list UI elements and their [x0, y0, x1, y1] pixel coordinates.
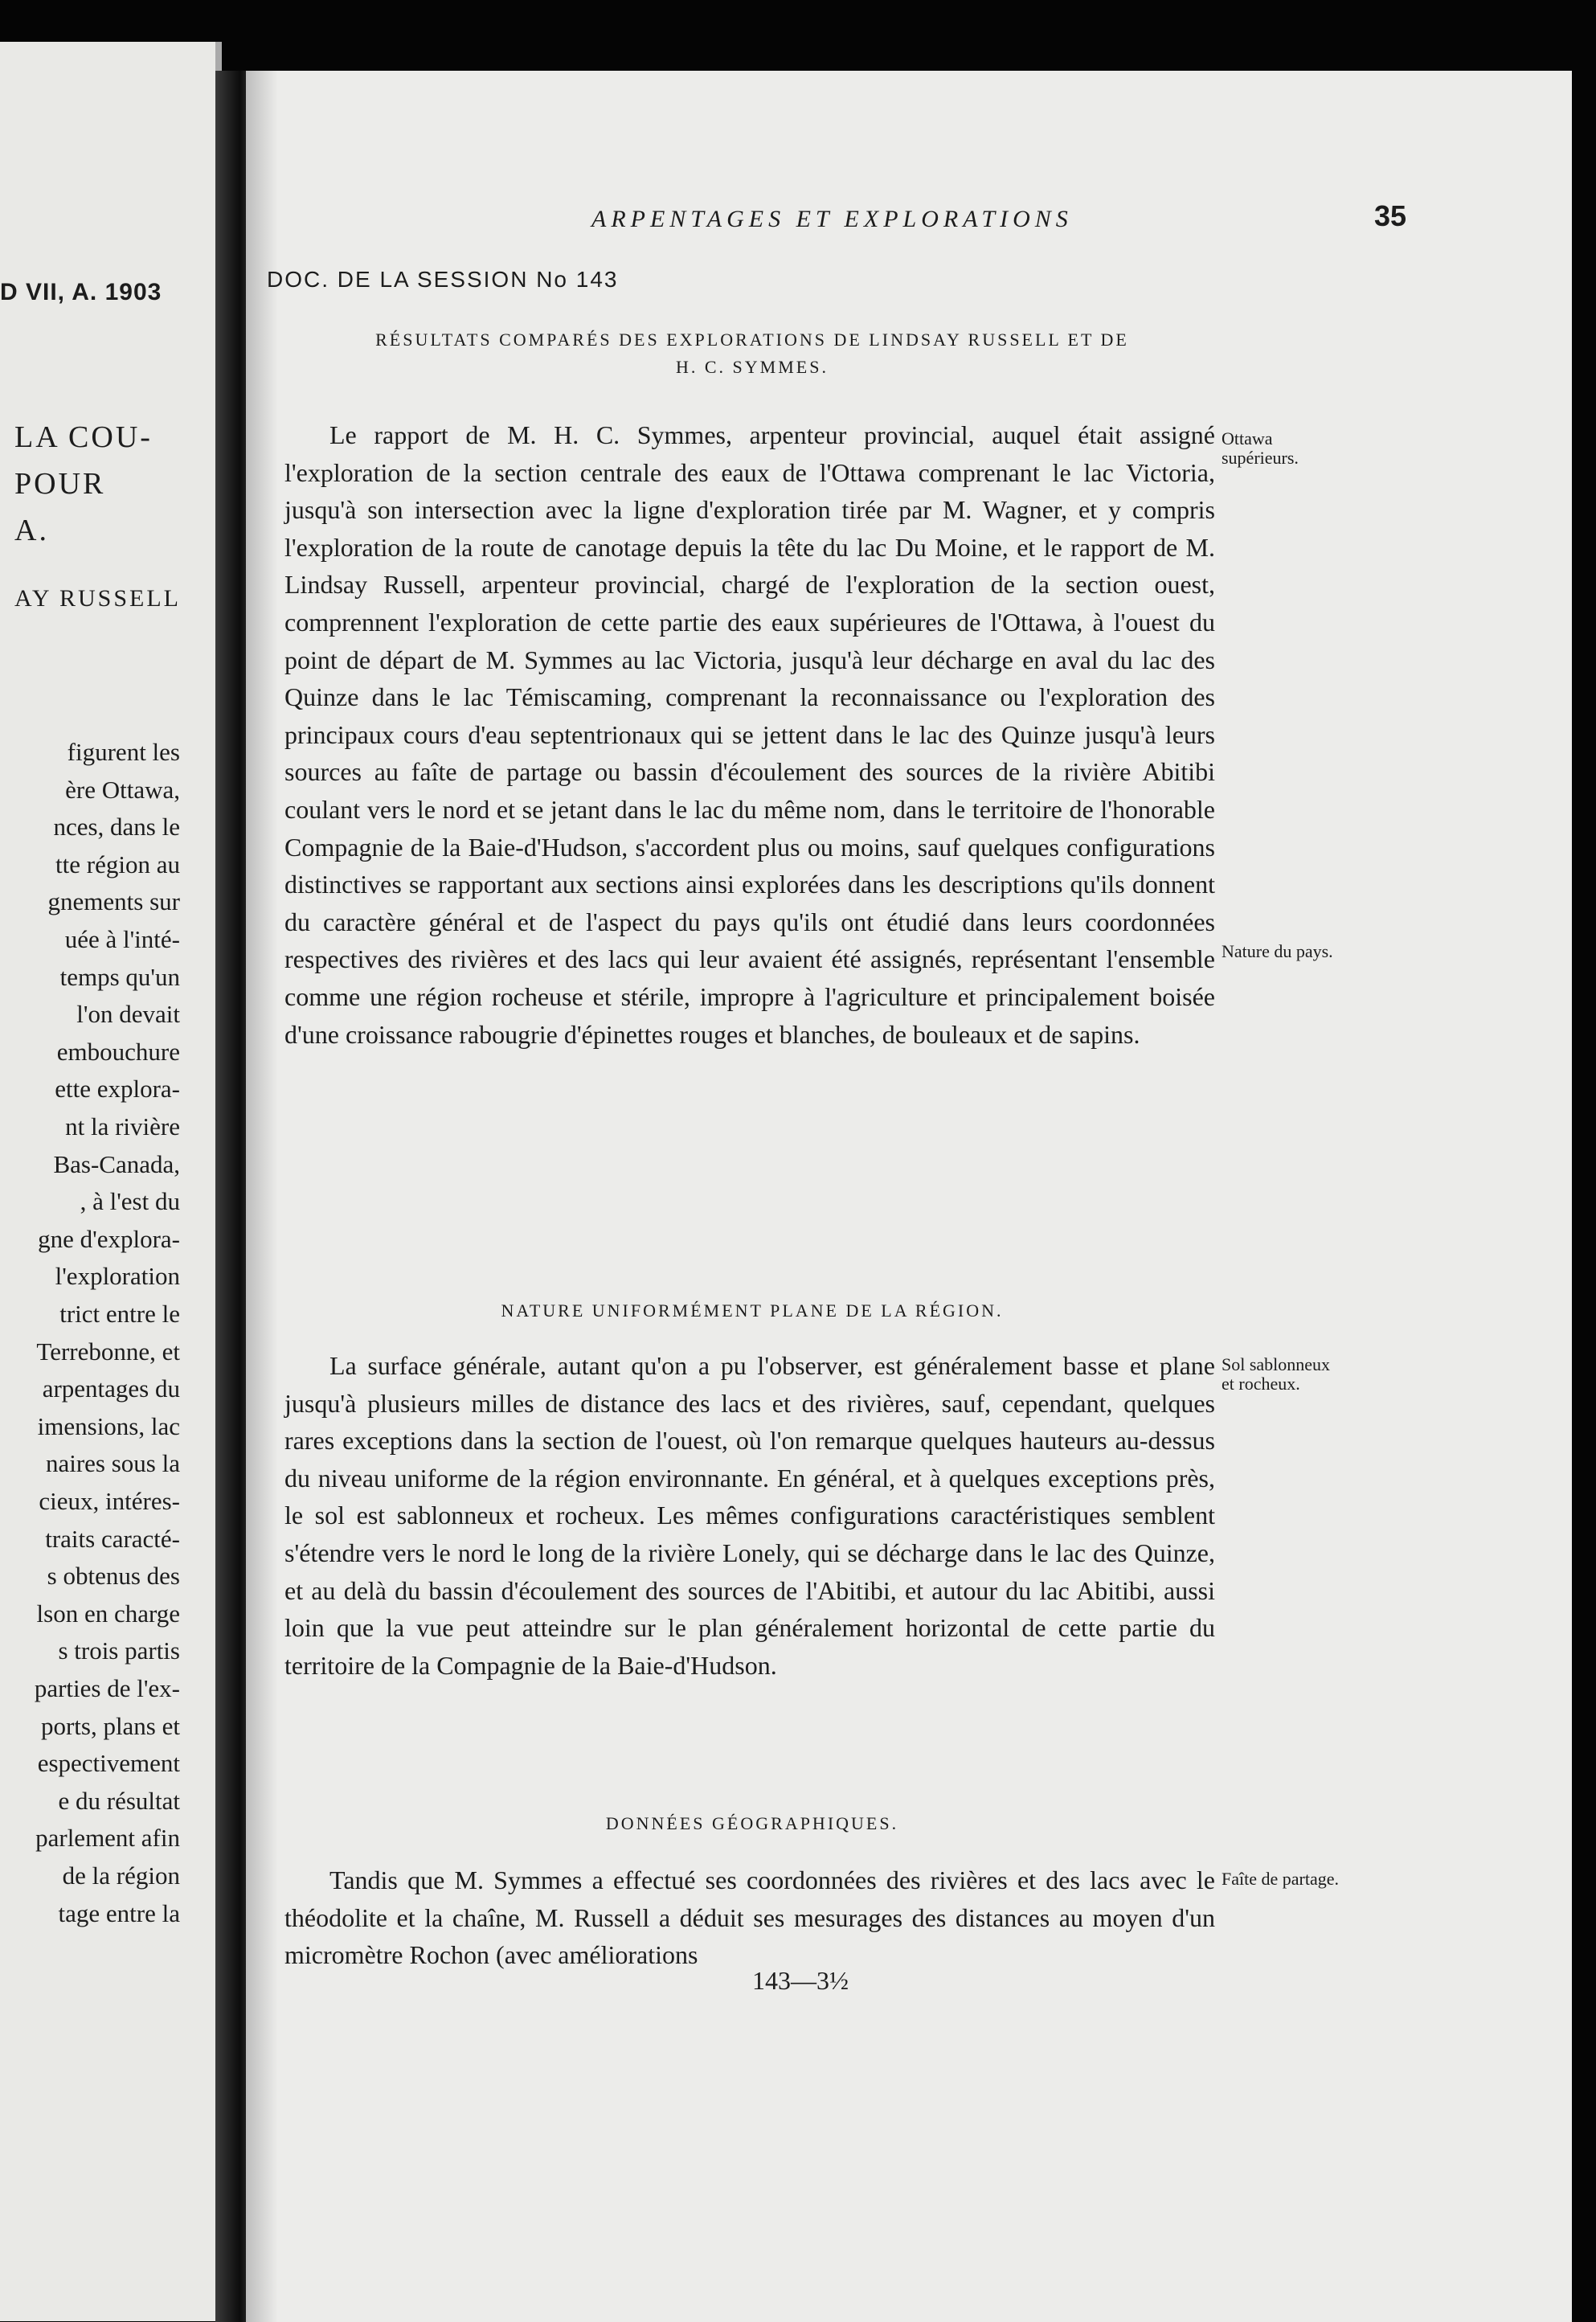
- left-page: [0, 42, 222, 2321]
- paragraph-plane: La surface générale, autant qu'on a pu l'observer, est généralement basse et plane jusqu'à plusieurs milles de distance des lacs et des rivières, sauf, cependant, quelques rares exceptions dans la section de l'ouest, où l'on remarque quelques hauteurs au-dessus du niveau uniforme de la région environnante. En général, et à quelques exceptions près, le sol est sablonneux et rocheux. Les mêmes configurations caractéristiques semblent s'étendre vers le nord le long de la rivière Lonely, qui se décharge dans le lac des Quinze, et au delà du bassin d'écoulement des sources de l'Abitibi, et autour du lac Abitibi, aussi loin que la vue peut atteindre sur le plan généralement horizontal de cette partie du territoire de la Compagnie de la Baie-d'Hudson.: [284, 1351, 1215, 1680]
- left-text-line: embouchure: [56, 1037, 180, 1066]
- section-title-line: RÉSULTATS COMPARÉS DES EXPLORATIONS DE LINDSAY RUSSELL ET DE: [375, 330, 1129, 350]
- left-text-line: tte région au: [55, 850, 180, 878]
- left-text-line: ports, plans et: [40, 1711, 180, 1740]
- left-text-line: cieux, intéres-: [39, 1487, 180, 1515]
- left-text-line: imensions, lac: [37, 1411, 180, 1440]
- left-text-line: uée à l'inté-: [64, 925, 180, 953]
- left-text-line: traits caracté-: [45, 1524, 180, 1553]
- folio-signature: 143—3½: [752, 1966, 849, 1995]
- left-text-line: naires sous la: [45, 1449, 180, 1478]
- sidenote-ottawa: Ottawa supérieurs.: [1222, 428, 1299, 468]
- section-title-comparison: [278, 326, 1226, 381]
- running-head: ARPENTAGES ET EXPLORATIONS: [591, 206, 1073, 232]
- session-doc-number: DOC. DE LA SESSION No 143: [267, 267, 619, 292]
- page-number: 35: [1374, 199, 1407, 232]
- left-text-line: Terrebonne, et: [36, 1337, 180, 1366]
- left-page-header: D VII, A. 1903: [0, 279, 162, 305]
- left-text-line: tage entre la: [58, 1898, 180, 1927]
- left-text-line: parties de l'ex-: [34, 1674, 180, 1702]
- section-title-line: H. C. SYMMES.: [676, 357, 829, 377]
- left-text-line: s obtenus des: [47, 1562, 180, 1591]
- left-text-line: s trois partis: [58, 1636, 180, 1665]
- left-text-line: temps qu'un: [59, 962, 180, 991]
- left-text-line: parlement afin: [35, 1824, 180, 1853]
- left-heading-line: A.: [14, 514, 49, 547]
- left-text-line: figurent les: [67, 738, 180, 766]
- left-text-line: de la région: [62, 1861, 180, 1890]
- right-page: [246, 71, 1572, 2322]
- left-text-line: arpentages du: [42, 1374, 180, 1403]
- left-text-line: espectivement: [37, 1749, 180, 1778]
- page-gutter-shadow: [246, 71, 278, 2322]
- left-text-line: lson en charge: [36, 1599, 180, 1628]
- left-text-line: trict entre le: [59, 1300, 180, 1328]
- left-text-line: ette explora-: [55, 1075, 180, 1104]
- sidenote-soil: Sol sablonneux et rocheux.: [1222, 1354, 1331, 1394]
- left-heading-line: AY RUSSELL: [14, 585, 181, 612]
- left-text-line: nces, dans le: [53, 813, 180, 842]
- section-title-plane: NATURE UNIFORMÉMENT PLANE DE LA RÉGION.: [501, 1300, 1004, 1321]
- left-text-line: e du résultat: [58, 1786, 180, 1815]
- left-text-line: Bas-Canada,: [53, 1149, 180, 1178]
- sidenote-divide: Faîte de partage.: [1222, 1869, 1339, 1889]
- left-text-line: l'on devait: [76, 1000, 180, 1029]
- left-heading-line: POUR: [14, 467, 106, 501]
- left-text-line: gne d'explora-: [38, 1224, 180, 1253]
- left-heading-line: LA COU-: [14, 420, 153, 454]
- paragraph-comparison: Le rapport de M. H. C. Symmes, arpenteur provincial, auquel était assigné l'exploration de la section centrale des eaux de l'Ottawa comprenant le lac Victoria, jusqu'à son intersection avec la ligne d'exploration tirée par M. Wagner, et y compris l'exploration de la route de canotage depuis la tête du lac Du Moine, et le rapport de M. Lindsay Russell, arpenteur provincial, chargé de l'exploration de la section ouest, comprennent l'exploration de cette partie des eaux supérieures de l'Ottawa, à l'ouest du point de départ de M. Symmes au lac Victoria, jusqu'à leur décharge en aval du lac des Quinze dans le lac Témiscaming, comprenant la reconnaissance ou l'exploration des principaux cours d'eau septentrionaux qui se jettent dans le lac des Quinze jusqu'à leurs sources au faîte de partage ou bassin d'écoulement des sources de la rivière Abitibi coulant vers le nord et se jetant dans le lac du même nom, dans le territoire de l'honorable Compagnie de la Baie-d'Hudson, s'accordent plus ou moins, sauf quelques configurations distinctives se rapportant aux sections ainsi explorées dans les descriptions qu'ils donnent du caractère général et de l'aspect du pays qu'ils ont étudié dans leurs coordonnées respectives des rivières et des lacs qui leur avaient été assignés, représentant l'ensemble comme une région rocheuse et stérile, impropre à l'agriculture et principalement boisée d'une croissance rabougrie d'épinettes rouges et blanches, de bouleaux et de sapins.: [284, 420, 1215, 1049]
- paragraph-geography: Tandis que M. Symmes a effectué ses coordonnées des rivières et des lacs avec le théodolite et la chaîne, M. Russell a déduit ses mesurages des distances au moyen d'un micromètre Rochon (avec améliorations: [284, 1865, 1215, 1970]
- left-text-line: nt la rivière: [65, 1112, 180, 1141]
- left-text-line: , à l'est du: [80, 1187, 180, 1216]
- left-text-line: gnements sur: [47, 887, 180, 916]
- left-text-line: l'exploration: [55, 1262, 180, 1291]
- section-title-geography: DONNÉES GÉOGRAPHIQUES.: [605, 1813, 899, 1833]
- left-text-line: ère Ottawa,: [65, 775, 180, 804]
- sidenote-nature: Nature du pays.: [1222, 941, 1333, 961]
